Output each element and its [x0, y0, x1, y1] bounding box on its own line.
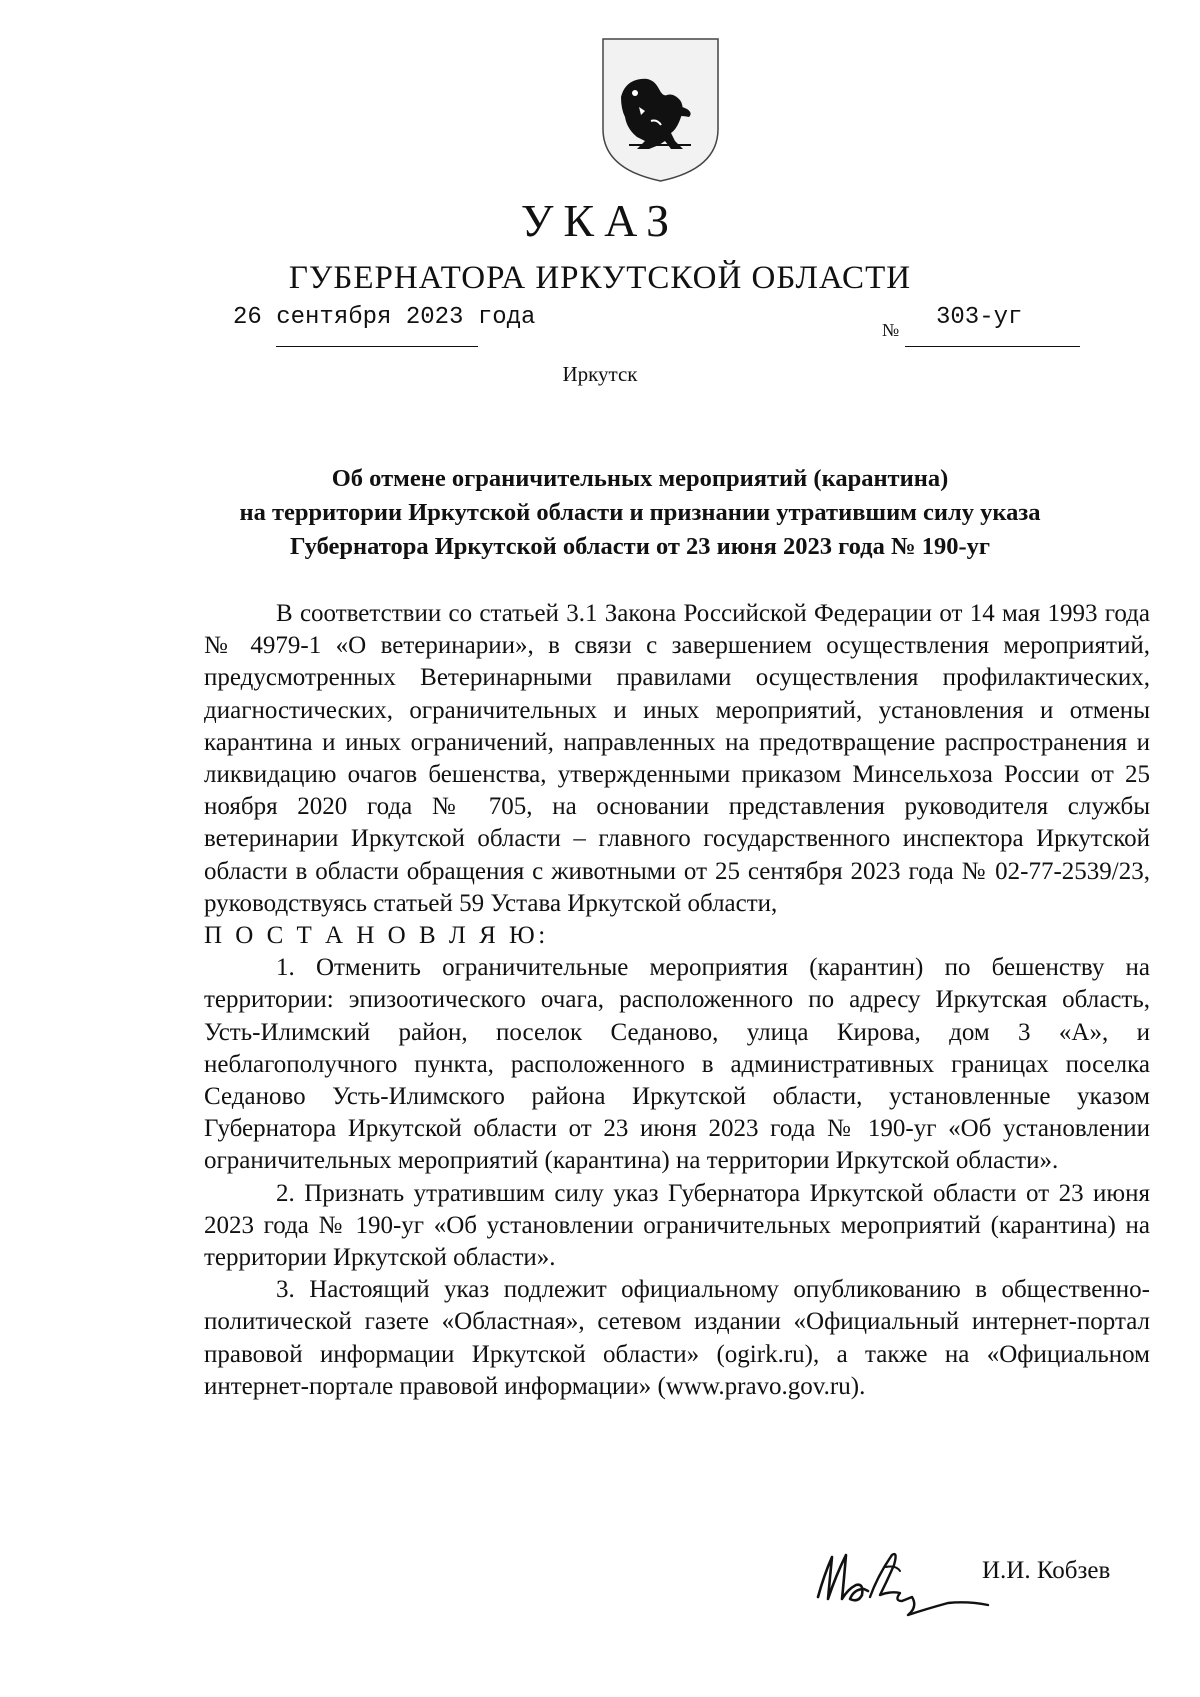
- decree-item-1: 1. Отменить ограничительные мероприятия (карантин) по бешенству на территории: эпизоотического очага, расположенного по адресу Иркутская область, Усть-Илимский район, поселок Седаново, улица Кирова, дом 3 «А», и неблагополучного пункта, расположенного в административных границах поселка Седаново Усть-Илимского района Иркутской области, установленные указом Губернатора Иркутской области от 23 июня 2023 года № 190-уг «Об установлении ограничительных мероприятий (карантина) на территории Иркутской области».: [204, 954, 1150, 1175]
- date-underline: [276, 346, 478, 347]
- title-line: на территории Иркутской области и признании утратившим силу указа: [239, 499, 1041, 526]
- title-line: Об отмене ограничительных мероприятий (карантина): [331, 465, 949, 492]
- document-date: 26 сентября 2023 года: [233, 304, 536, 331]
- preamble-paragraph: В соответствии со статьей 3.1 Закона Российской Федерации от 14 мая 1993 года № 4979-1 «О ветеринарии», в связи с завершением осуществления мероприятий, предусмотренных Ветеринарными правилами осуществления профилактических, диагностических, ограничительных и иных мероприятий, установления и отмены карантина и иных ограничений, направленных на предотвращение распространения и ликвидацию очагов бешенства, утвержденными приказом Минсельхоза России от 25 ноября 2020 года № 705, на основании представления руководителя службы ветеринарии Иркутской области – главного государственного инспектора Иркутской области в области обращения с животными от 25 сентября 2023 года № 02-77-2539/23, руководствуясь статьей 59 Устава Иркутской области,: [204, 600, 1150, 917]
- handwritten-signature: [808, 1545, 1008, 1620]
- number-sign: №: [882, 320, 900, 340]
- signer-name: И.И. Кобзев: [982, 1557, 1111, 1584]
- document-city: Иркутск: [562, 362, 638, 386]
- decree-item-3: 3. Настоящий указ подлежит официальному опубликованию в общественно-политической газете «Областная», сетевом издании «Официальный интернет-портал правовой информации Иркутской области» (ogirk.ru), а также на «Официальном интернет-портале правовой информации» (www.pravo.gov.ru).: [204, 1276, 1150, 1400]
- document-body: [204, 598, 1150, 1403]
- decree-item-2: 2. Признать утратившим силу указ Губернатора Иркутской области от 23 июня 2023 года № 190-уг «Об установлении ограничительных мероприятий (карантина) на территории Иркутской области».: [204, 1179, 1150, 1272]
- title-line: Губернатора Иркутской области от 23 июня 2023 года № 190-уг: [290, 533, 990, 560]
- irkutsk-coat-of-arms-icon: [601, 37, 720, 183]
- decree-word: П О С Т А Н О В Л Я Ю:: [204, 922, 549, 950]
- number-underline: [905, 346, 1080, 347]
- coat-of-arms-emblem: [601, 37, 720, 183]
- document-number: 303-уг: [936, 304, 1023, 331]
- document-title: [140, 462, 1140, 564]
- document-type: УКАЗ: [520, 195, 680, 246]
- issuer-title: ГУБЕРНАТОРА ИРКУТСКОЙ ОБЛАСТИ: [288, 260, 912, 296]
